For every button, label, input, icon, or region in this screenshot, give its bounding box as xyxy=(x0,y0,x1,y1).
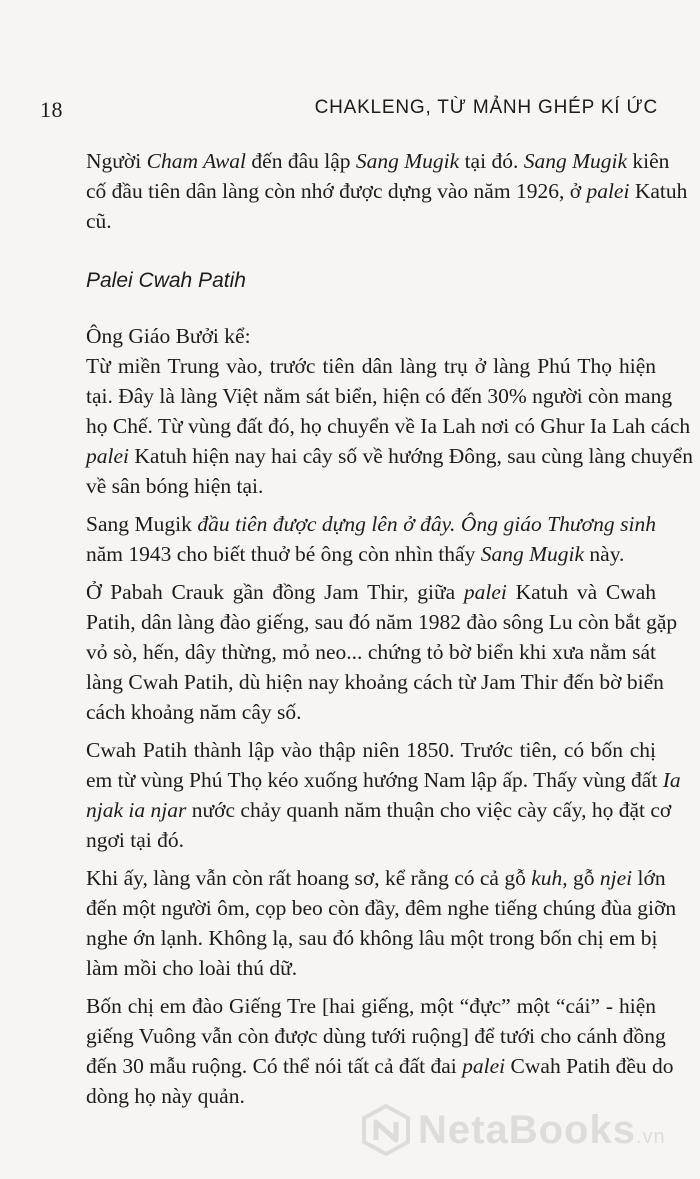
paragraph-8 xyxy=(86,991,674,1111)
paragraph-6 xyxy=(86,735,681,855)
text-line: đến một người ôm, cọp beo còn đầy, đêm nghe tiếng chúng đùa giỡn xyxy=(86,896,677,920)
page-body xyxy=(86,146,693,1111)
text-line: Người Cham Awal đến đâu lập Sang Mugik tại đó. Sang Mugik kiên xyxy=(86,149,670,173)
paragraph-5 xyxy=(86,577,678,727)
paragraph-4 xyxy=(86,509,656,569)
text-line: dòng họ này quản. xyxy=(86,1084,245,1108)
text-line: Sang Mugik đầu tiên được dựng lên ở đây. Ông giáo Thương sinh xyxy=(86,512,656,536)
paragraph-1 xyxy=(86,146,688,236)
text-line: em từ vùng Phú Thọ kéo xuống hướng Nam lập ấp. Thấy vùng đất Ia xyxy=(86,768,681,792)
text-line: về sân bóng hiện tại. xyxy=(86,474,264,498)
text-line: Ở Pabah Crauk gần đồng Jam Thir, giữa palei Katuh và Cwah xyxy=(86,580,656,604)
text-line: Từ miền Trung vào, trước tiên dân làng trụ ở làng Phú Thọ hiện xyxy=(86,354,656,378)
paragraph-3 xyxy=(86,351,693,501)
text-line: palei Katuh hiện nay hai cây số về hướng Đông, sau cùng làng chuyển xyxy=(86,444,693,468)
text-line: đến 30 mẫu ruộng. Có thể nói tất cả đất đai palei Cwah Patih đều do xyxy=(86,1054,674,1078)
text-line: Khi ấy, làng vẫn còn rất hoang sơ, kể rằng có cả gỗ kuh, gỗ njei lớn xyxy=(86,866,666,890)
text-line: cũ. xyxy=(86,209,112,233)
text-line: nghe ớn lạnh. Không lạ, sau đó không lâu một trong bốn chị em bị xyxy=(86,926,658,950)
text-line: họ Chế. Từ vùng đất đó, họ chuyển về Ia Lah nơi có Ghur Ia Lah cách xyxy=(86,414,691,438)
text-line: Cwah Patih thành lập vào thập niên 1850. Trước tiên, có bốn chị xyxy=(86,738,656,762)
text-line: giếng Vuông vẫn còn được dùng tưới ruộng] để tưới cho cánh đồng xyxy=(86,1024,666,1048)
page-number: 18 xyxy=(40,97,63,122)
text-line: Patih, dân làng đào giếng, sau đó năm 1982 đào sông Lu còn bắt gặp xyxy=(86,610,678,634)
text-line: làm mồi cho loài thú dữ. xyxy=(86,956,298,980)
text-line: năm 1943 cho biết thuở bé ông còn nhìn thấy Sang Mugik này. xyxy=(86,542,625,566)
section-heading: Palei Cwah Patih xyxy=(86,269,246,292)
paragraph-7 xyxy=(86,863,677,983)
text-line: tại. Đây là làng Việt nằm sát biển, hiện có đến 30% người còn mang xyxy=(86,384,673,408)
text-line: làng Cwah Patih, dù hiện nay khoảng cách từ Jam Thir đến bờ biển xyxy=(86,670,664,694)
text-line: njak ia njar nước chảy quanh năm thuận cho việc cày cấy, họ đặt cơ xyxy=(86,798,672,822)
watermark-text: NetaBooks.vn xyxy=(418,1107,666,1152)
watermark xyxy=(360,1104,666,1156)
netabooks-logo-icon xyxy=(360,1104,412,1156)
text-line: cố đầu tiên dân làng còn nhớ được dựng vào năm 1926, ở palei Katuh xyxy=(86,179,688,203)
text-line: vỏ sò, hến, dây thừng, mỏ neo... chứng tỏ bờ biển khi xưa nằm sát xyxy=(86,640,656,664)
text-line: Bốn chị em đào Giếng Tre [hai giếng, một “đực” một “cái” - hiện xyxy=(86,994,656,1018)
text-line: ngơi tại đó. xyxy=(86,828,184,852)
paragraph-2: Ông Giáo Bưởi kể: xyxy=(86,324,251,348)
text-line: cách khoảng năm cây số. xyxy=(86,700,302,724)
running-title: CHAKLENG, TỪ MẢNH GHÉP KÍ ỨC xyxy=(314,97,658,118)
